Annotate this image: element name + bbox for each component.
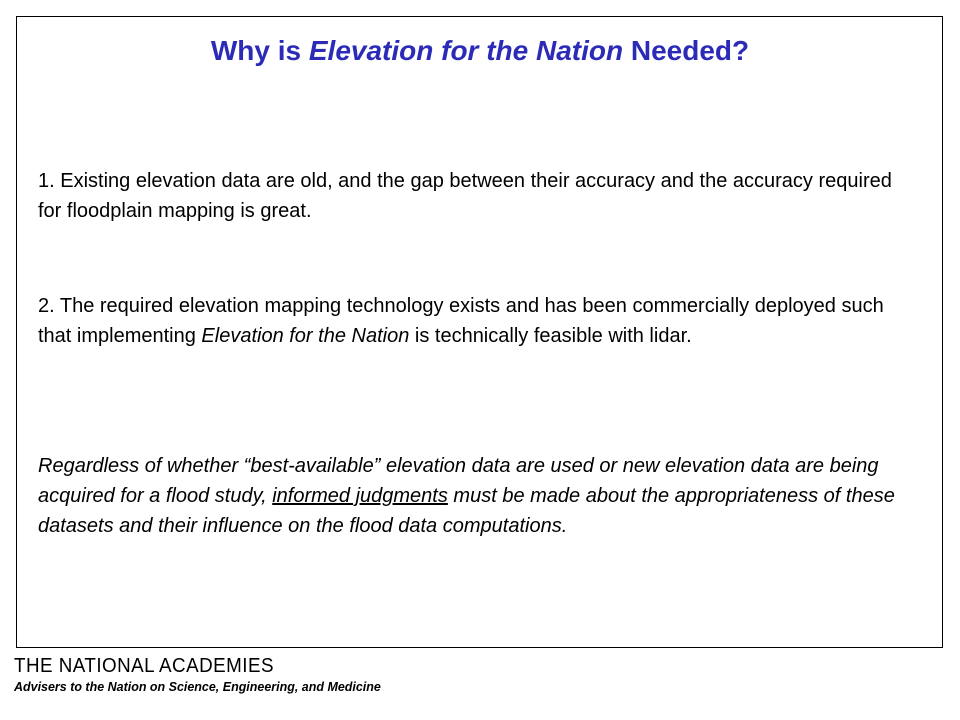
conclusion — [38, 451, 918, 541]
point-1: 1. Existing elevation data are old, and the gap between their accuracy and the accuracy required for floodplain mapping is great. — [38, 170, 892, 222]
conclusion-pre: Regardless of whether “best-available” elevation data are used or new elevation data are being acquired for a flood study, — [38, 455, 879, 507]
conclusion-underlined: informed judgments — [272, 485, 448, 507]
logo-tagline: Advisers to the Nation on Science, Engineering, and Medicine — [14, 679, 381, 694]
point-2 — [38, 291, 918, 351]
national-academies-logo — [14, 655, 396, 695]
point-2-pre: 2. The required elevation mapping technology exists and has been commercially deployed such that implementing — [38, 295, 884, 347]
title-pre: Why is — [210, 35, 309, 66]
slide-title — [0, 34, 960, 68]
point-2-post: is technically feasible with lidar. — [409, 325, 692, 347]
title-post: Needed? — [623, 35, 750, 66]
point-2-emphasis: Elevation for the Nation — [201, 325, 410, 347]
title-emphasis: Elevation for the Nation — [308, 35, 624, 66]
logo-title: THE NATIONAL ACADEMIES — [14, 655, 275, 677]
conclusion-post: must be made about the appropriateness of these datasets and their influence on the flood data computations. — [38, 485, 895, 537]
